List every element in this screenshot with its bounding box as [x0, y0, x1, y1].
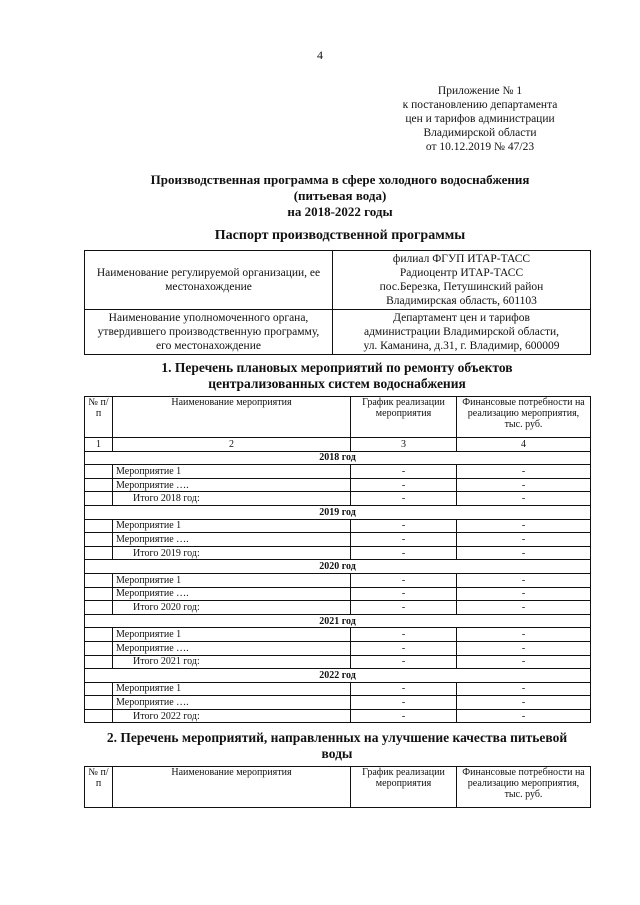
passport-value-line: Департамент цен и тарифов — [393, 312, 530, 324]
activity-schedule: - — [351, 519, 457, 533]
total-schedule: - — [351, 601, 457, 615]
activity-finance: - — [457, 587, 591, 601]
year-row — [85, 451, 591, 465]
activity-finance: - — [457, 641, 591, 655]
passport-heading: Паспорт производственной программы — [214, 228, 466, 243]
activity-name: Мероприятие 1 — [113, 573, 351, 587]
passport-value-line: ул. Каманина, д.31, г. Владимир, 600009 — [363, 340, 560, 352]
year-row — [85, 614, 591, 628]
total-finance: - — [457, 492, 591, 506]
header-name: Наименование мероприятия — [113, 767, 351, 808]
total-schedule: - — [351, 492, 457, 506]
activity-schedule: - — [351, 465, 457, 479]
year-row — [85, 669, 591, 683]
activity-name: Мероприятие …. — [113, 478, 351, 492]
document-title — [60, 172, 620, 220]
total-label: Итого 2018 год: — [113, 492, 351, 506]
total-finance: - — [457, 655, 591, 669]
year-row — [85, 560, 591, 574]
activity-schedule: - — [351, 573, 457, 587]
header-finance: Финансовые потребности на реализацию мероприятия, тыс. руб. — [457, 397, 591, 438]
table-row — [85, 533, 591, 547]
column-number: 3 — [351, 438, 457, 452]
passport-value — [333, 251, 591, 310]
activity-name: Мероприятие …. — [113, 641, 351, 655]
appendix-line: Приложение № 1 — [437, 85, 523, 97]
activity-finance: - — [457, 519, 591, 533]
passport-table — [84, 250, 591, 355]
appendix-line: от 10.12.2019 № 47/23 — [425, 141, 535, 153]
passport-row — [85, 310, 591, 355]
section1-title — [84, 360, 590, 392]
total-finance: - — [457, 601, 591, 615]
section1-title-line: 1. Перечень плановых мероприятий по ремонту объектов — [161, 360, 513, 375]
total-label: Итого 2019 год: — [113, 546, 351, 560]
passport-label: Наименование регулируемой организации, ее местонахождение — [85, 251, 333, 310]
section2-title — [84, 730, 590, 762]
appendix-line: Владимирской области — [423, 127, 537, 139]
table-row — [85, 696, 591, 710]
passport-label-line: утвердившего производственную программу, — [97, 326, 320, 338]
passport-value-line: пос.Березка, Петушинский район — [379, 281, 544, 293]
passport-value-line: Владимирская область, 601103 — [386, 295, 537, 307]
activity-schedule: - — [351, 696, 457, 710]
activity-name: Мероприятие 1 — [113, 628, 351, 642]
total-label: Итого 2020 год: — [113, 601, 351, 615]
header-schedule: График реализации мероприятия — [351, 397, 457, 438]
total-row — [85, 601, 591, 615]
activity-finance: - — [457, 478, 591, 492]
title-line: Производственная программа в сфере холодного водоснабжения — [150, 172, 530, 187]
section2-title-line: воды — [321, 746, 353, 761]
appendix-line: цен и тарифов администрации — [405, 113, 555, 125]
passport-value-line: администрации Владимирской области, — [363, 326, 560, 338]
total-finance: - — [457, 546, 591, 560]
header-schedule: График реализации мероприятия — [351, 767, 457, 808]
activity-schedule: - — [351, 682, 457, 696]
activity-finance: - — [457, 573, 591, 587]
table-row — [85, 587, 591, 601]
section1-title-line: централизованных систем водоснабжения — [208, 376, 466, 391]
year-label: 2018 год — [85, 451, 591, 465]
passport-row — [85, 251, 591, 310]
title-line: на 2018-2022 годы — [287, 204, 393, 219]
table-row — [85, 573, 591, 587]
total-label: Итого 2021 год: — [113, 655, 351, 669]
column-number: 1 — [85, 438, 113, 452]
activity-name: Мероприятие 1 — [113, 682, 351, 696]
activity-schedule: - — [351, 533, 457, 547]
table-row — [85, 519, 591, 533]
activity-schedule: - — [351, 628, 457, 642]
section1-table — [84, 396, 591, 723]
activity-finance: - — [457, 628, 591, 642]
activity-name: Мероприятие …. — [113, 533, 351, 547]
table-row — [85, 478, 591, 492]
header-num: № п/п — [85, 767, 113, 808]
activity-name: Мероприятие 1 — [113, 519, 351, 533]
activity-finance: - — [457, 696, 591, 710]
table-header-row — [85, 767, 591, 808]
section2-table — [84, 766, 591, 808]
appendix-block — [380, 84, 580, 154]
total-finance: - — [457, 709, 591, 723]
appendix-line: к постановлению департамента — [402, 99, 558, 111]
passport-label — [85, 310, 333, 355]
activity-finance: - — [457, 533, 591, 547]
total-schedule: - — [351, 546, 457, 560]
header-name: Наименование мероприятия — [113, 397, 351, 438]
year-label: 2020 год — [85, 560, 591, 574]
table-row — [85, 628, 591, 642]
total-row — [85, 546, 591, 560]
table-header-row — [85, 397, 591, 438]
total-row — [85, 492, 591, 506]
activity-name: Мероприятие …. — [113, 696, 351, 710]
page-number: 4 — [317, 48, 323, 62]
passport-value — [333, 310, 591, 355]
year-label: 2021 год — [85, 614, 591, 628]
header-num: № п/п — [85, 397, 113, 438]
activity-schedule: - — [351, 641, 457, 655]
table-row — [85, 682, 591, 696]
total-schedule: - — [351, 655, 457, 669]
activity-name: Мероприятие 1 — [113, 465, 351, 479]
passport-label-line: его местонахождение — [156, 340, 261, 352]
activity-name: Мероприятие …. — [113, 587, 351, 601]
activity-schedule: - — [351, 587, 457, 601]
passport-label-line: Наименование уполномоченного органа, — [108, 312, 309, 324]
year-label: 2022 год — [85, 669, 591, 683]
title-line: (питьевая вода) — [293, 188, 387, 203]
column-number-row — [85, 438, 591, 452]
activity-finance: - — [457, 682, 591, 696]
total-schedule: - — [351, 709, 457, 723]
section2-title-line: 2. Перечень мероприятий, направленных на улучшение качества питьевой — [106, 730, 568, 745]
column-number: 4 — [457, 438, 591, 452]
passport-value-line: Радиоцентр ИТАР-ТАСС — [399, 267, 524, 279]
column-number: 2 — [113, 438, 351, 452]
table-row — [85, 465, 591, 479]
header-finance: Финансовые потребности на реализацию мероприятия, тыс. руб. — [457, 767, 591, 808]
table-row — [85, 641, 591, 655]
passport-value-line: филиал ФГУП ИТАР-ТАСС — [392, 253, 531, 265]
activity-finance: - — [457, 465, 591, 479]
year-row — [85, 505, 591, 519]
total-label: Итого 2022 год: — [113, 709, 351, 723]
total-row — [85, 655, 591, 669]
year-label: 2019 год — [85, 505, 591, 519]
activity-schedule: - — [351, 478, 457, 492]
total-row — [85, 709, 591, 723]
